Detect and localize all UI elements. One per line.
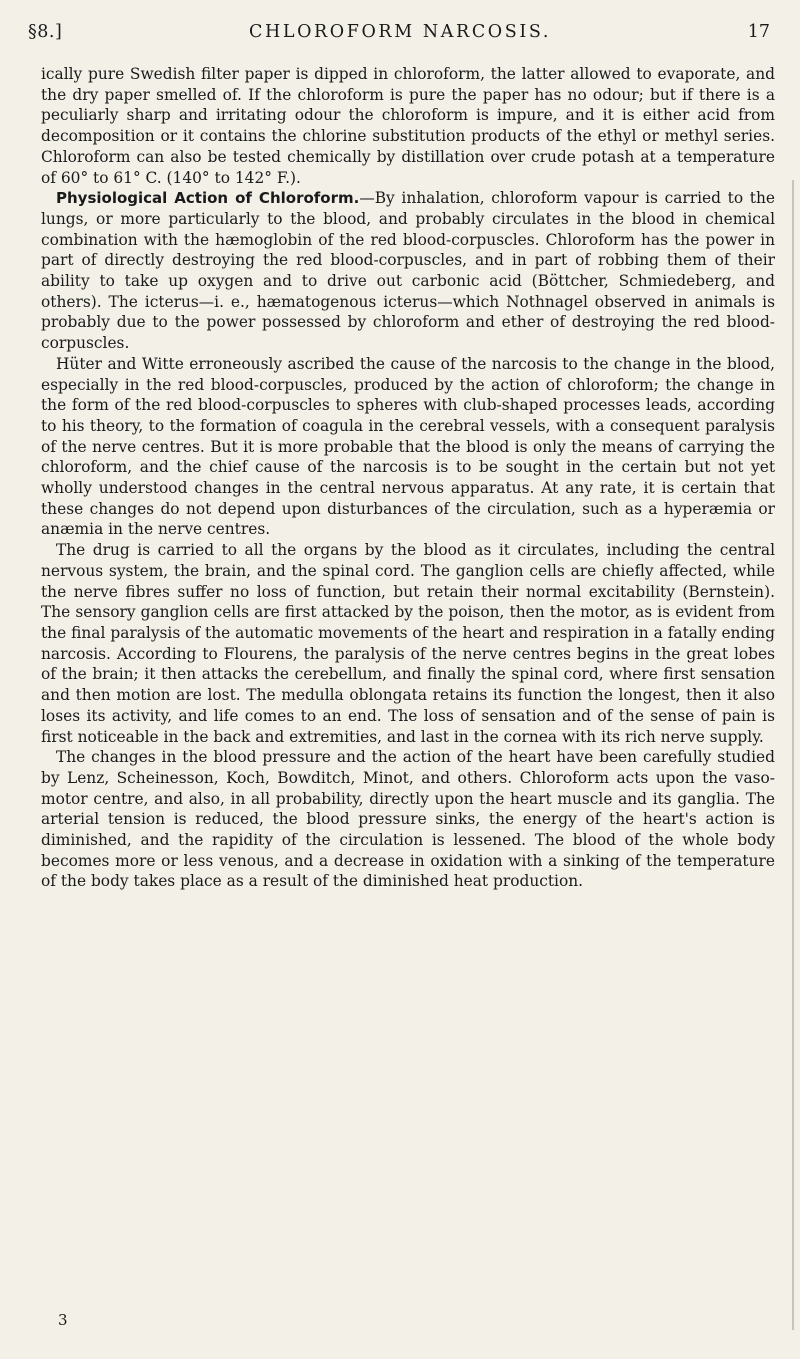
paragraph-2-text: —By inhalation, chloroform vapour is carried to the lungs, or more particularly to the blood, and probably circulates in the blood in chemical combination with the hæmoglobin of the red blood-corpuscles. Chloroform has the power in part of directly destroying the red blood-corpuscles, and in part of robbing them of their ability to take up oxygen and to drive out carbonic acid (Böttcher, Schmiedeberg, and others). The icterus—i. e., hæmatogenous icterus—which Nothnagel observed in animals is probably due to the power possessed by chloroform and ether of destroying the red blood-corpuscles. xyxy=(41,189,775,353)
page-edge-line xyxy=(792,180,794,1330)
section-reference: §8.] xyxy=(28,22,63,42)
body-text xyxy=(41,64,775,892)
page-title: CHLOROFORM NARCOSIS. xyxy=(249,22,551,42)
paragraph-5-text: The changes in the blood pressure and the action of the heart have been carefully studied by Lenz, Scheinesson, Koch, Bowditch, Minot, and others. Chloroform acts upon the vaso-motor centre, and also, in all probability, directly upon the heart muscle and its ganglia. The arterial tension is reduced, the blood pressure sinks, the energy of the heart's action is diminished, and the rapidity of the circulation is lessened. The blood of the whole body becomes more or less venous, and a decrease in oxidation with a sinking of the temperature of the body takes place as a result of the diminished heat production. xyxy=(41,748,775,891)
section-heading: Physiological Action of Chloroform. xyxy=(56,189,360,208)
paragraph-2 xyxy=(41,188,775,354)
running-head xyxy=(0,22,800,52)
page-number: 17 xyxy=(747,22,770,42)
paragraph-1-text: ically pure Swedish filter paper is dipped in chloroform, the latter allowed to evaporate, and the dry paper smelled of. If the chloroform is pure the paper has no odour; but if there is a peculiarly sharp and irritating odour the chloroform is impure, and it is either acid from decomposition or it contains the chlorine substitution products of the ethyl or methyl series. Chloroform can also be tested chemically by distillation over crude potash at a temperature of 60° to 61° C. (140° to 142° F.). xyxy=(41,65,775,187)
paragraph-1 xyxy=(41,64,775,188)
paragraph-4 xyxy=(41,540,775,747)
paragraph-5 xyxy=(41,747,775,892)
signature-mark: 3 xyxy=(58,1311,68,1329)
paragraph-3 xyxy=(41,354,775,540)
paragraph-3-text: Hüter and Witte erroneously ascribed the cause of the narcosis to the change in the blood, especially in the red blood-corpuscles, produced by the action of chloroform; the change in the form of the red blood-corpuscles to spheres with club-shaped processes leads, according to his theory, to the formation of coagula in the cerebral vessels, with a consequent paralysis of the nerve centres. But it is more probable that the blood is only the means of carrying the chloroform, and the chief cause of the narcosis is to be sought in the certain but not yet wholly understood changes in the central nervous apparatus. At any rate, it is certain that these changes do not depend upon disturbances of the circulation, such as a hyperæmia or anæmia in the nerve centres. xyxy=(41,354,775,539)
paragraph-4-text: The drug is carried to all the organs by the blood as it circulates, including the central nervous system, the brain, and the spinal cord. The ganglion cells are chiefly affected, while the nerve fibres suffer no loss of function, but retain their normal excitability (Bernstein). The sensory ganglion cells are first attacked by the poison, then the motor, as is evident from the final paralysis of the automatic movements of the heart and respiration in a fatally ending narcosis. According to Flourens, the paralysis of the nerve centres begins in the great lobes of the brain; it then attacks the cerebellum, and finally the spinal cord, where first sensation and then motion are lost. The medulla oblongata retains its function the longest, then it also loses its activity, and life comes to an end. The loss of sensation and of the sense of pain is first noticeable in the back and extremities, and last in the cornea with its rich nerve supply. xyxy=(41,541,775,746)
